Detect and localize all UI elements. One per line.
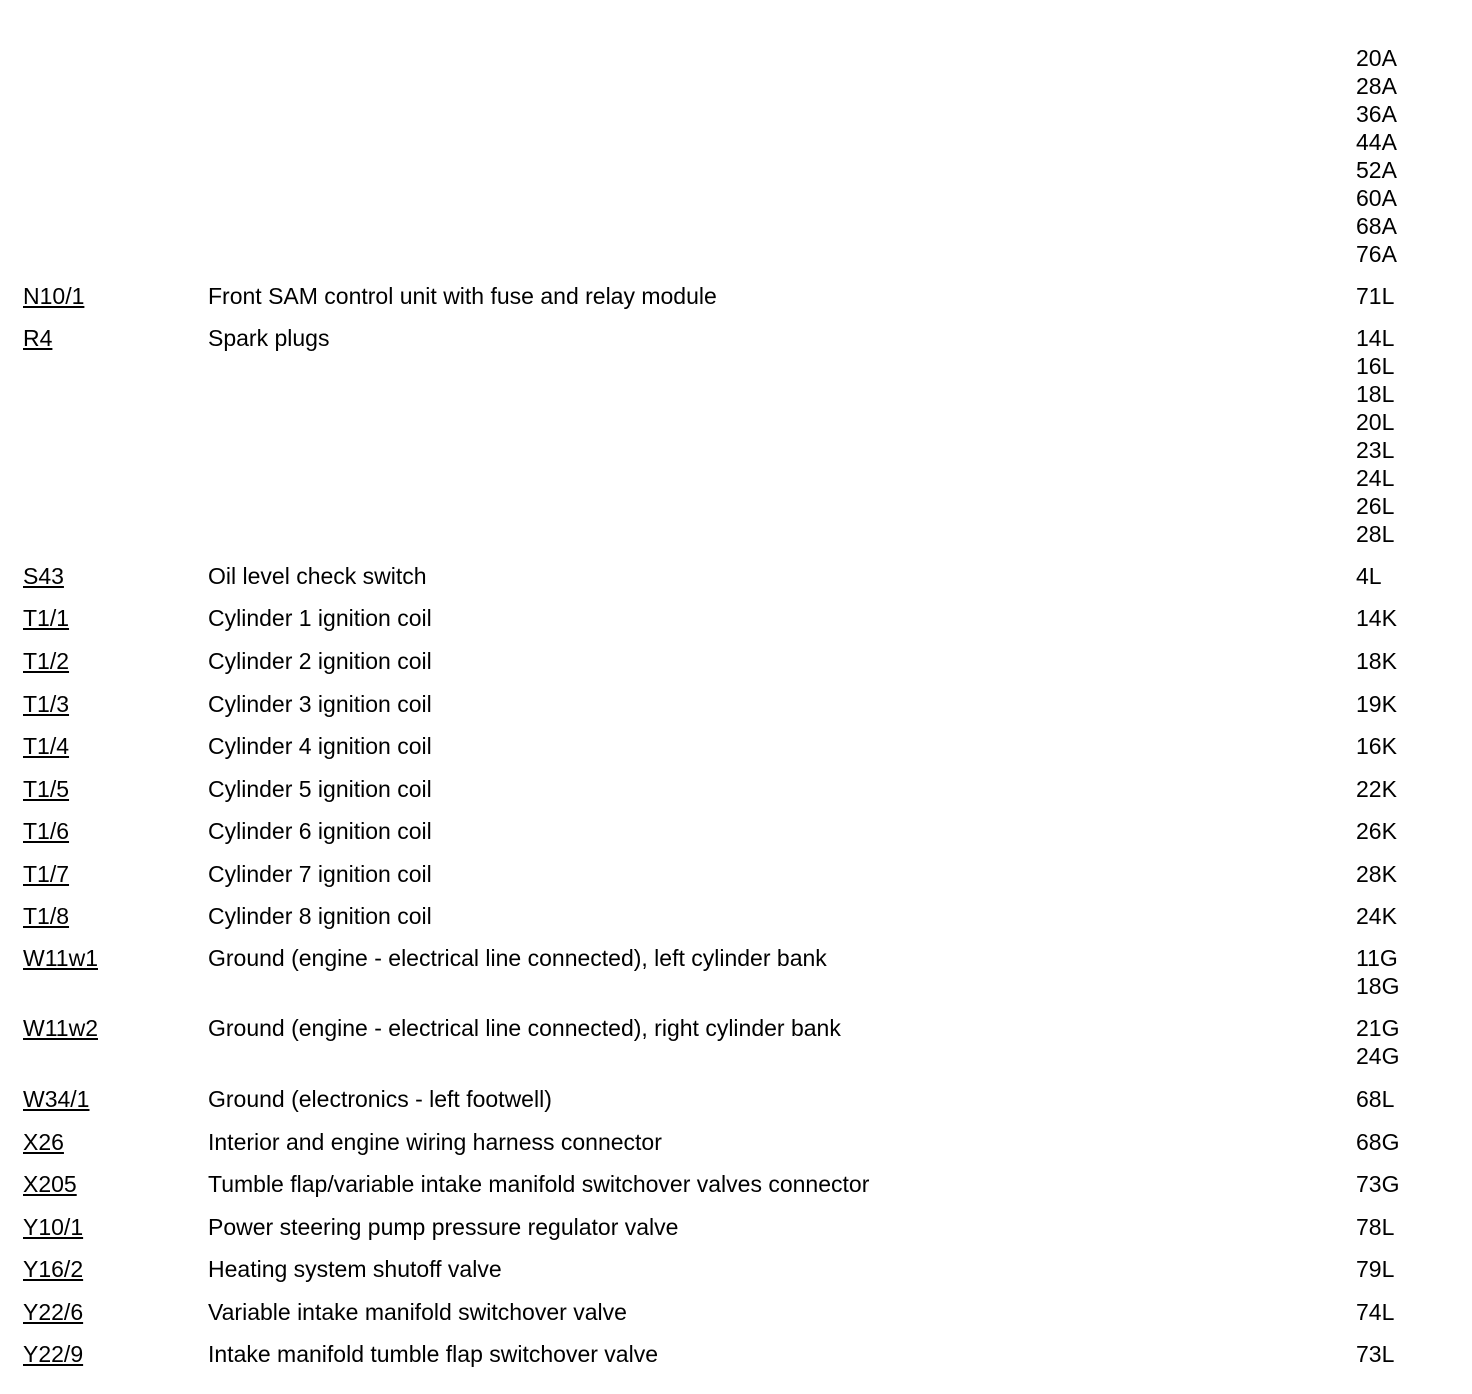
component-description: Oil level check switch <box>208 563 427 589</box>
grid-ref: 78L <box>1356 1214 1395 1240</box>
grid-ref-list <box>1356 690 1466 718</box>
grid-ref-list <box>1356 562 1466 590</box>
grid-ref-list <box>1356 860 1466 888</box>
grid-ref: 14K <box>1356 605 1397 631</box>
grid-ref: 4L <box>1356 563 1382 589</box>
component-description: Cylinder 8 ignition coil <box>208 903 432 929</box>
grid-ref-list <box>1356 324 1466 548</box>
grid-ref-list <box>1356 1340 1466 1368</box>
grid-ref-list <box>1356 944 1466 1000</box>
grid-ref: 28L <box>1356 521 1395 547</box>
component-description: Ground (engine - electrical line connected), right cylinder bank <box>208 1015 841 1041</box>
grid-ref: 52A <box>1356 157 1397 183</box>
grid-ref: 22K <box>1356 776 1397 802</box>
component-description: Cylinder 4 ignition coil <box>208 733 432 759</box>
component-description: Tumble flap/variable intake manifold switchover valves connector <box>208 1171 870 1197</box>
grid-ref: 21G <box>1356 1015 1400 1041</box>
component-description: Power steering pump pressure regulator valve <box>208 1214 679 1240</box>
component-description: Cylinder 6 ignition coil <box>208 818 432 844</box>
grid-ref: 24G <box>1356 1043 1400 1069</box>
grid-ref: 24K <box>1356 903 1397 929</box>
component-code-link[interactable]: X26 <box>23 1129 64 1155</box>
component-description: Intake manifold tumble flap switchover valve <box>208 1341 658 1367</box>
grid-ref: 19K <box>1356 691 1397 717</box>
grid-ref: 14L <box>1356 325 1395 351</box>
grid-ref-list <box>1356 732 1466 760</box>
component-code-link[interactable]: X205 <box>23 1171 77 1197</box>
component-description: Cylinder 2 ignition coil <box>208 648 432 674</box>
component-description: Heating system shutoff valve <box>208 1256 502 1282</box>
component-code-link[interactable]: T1/8 <box>23 903 70 929</box>
grid-ref: 28A <box>1356 73 1397 99</box>
component-description: Cylinder 5 ignition coil <box>208 776 432 802</box>
component-description: Spark plugs <box>208 325 330 351</box>
grid-ref: 18K <box>1356 648 1397 674</box>
grid-ref: 28K <box>1356 861 1397 887</box>
grid-ref: 74L <box>1356 1299 1395 1325</box>
grid-ref: 79L <box>1356 1256 1395 1282</box>
component-code-link[interactable]: T1/2 <box>23 648 70 674</box>
component-code-link[interactable]: W11w1 <box>23 945 98 971</box>
component-code-link[interactable]: W11w2 <box>23 1015 98 1041</box>
component-code-link[interactable]: T1/7 <box>23 861 70 887</box>
component-code-link[interactable]: W34/1 <box>23 1086 90 1112</box>
grid-ref-list <box>1356 1213 1466 1241</box>
grid-ref-list <box>1356 1255 1466 1283</box>
grid-ref: 23L <box>1356 437 1395 463</box>
grid-ref: 26L <box>1356 493 1395 519</box>
grid-ref: 68L <box>1356 1086 1395 1112</box>
grid-ref: 18G <box>1356 973 1400 999</box>
grid-ref: 26K <box>1356 818 1397 844</box>
grid-ref-list <box>1356 647 1466 675</box>
component-description: Ground (engine - electrical line connected), left cylinder bank <box>208 945 827 971</box>
component-description: Ground (electronics - left footwell) <box>208 1086 552 1112</box>
component-description: Variable intake manifold switchover valve <box>208 1299 627 1325</box>
continued-grid-list <box>1356 44 1466 268</box>
component-code-link[interactable]: Y22/6 <box>23 1299 84 1325</box>
grid-ref: 44A <box>1356 129 1397 155</box>
grid-ref: 20A <box>1356 45 1397 71</box>
component-code-link[interactable]: Y16/2 <box>23 1256 84 1282</box>
component-code-link[interactable]: T1/1 <box>23 605 70 631</box>
grid-ref: 11G <box>1356 945 1398 971</box>
grid-ref-list <box>1356 1128 1466 1156</box>
grid-ref: 71L <box>1356 283 1395 309</box>
grid-ref: 20L <box>1356 409 1395 435</box>
grid-ref-list <box>1356 604 1466 632</box>
component-code-link[interactable]: T1/3 <box>23 691 70 717</box>
component-code-link[interactable]: T1/5 <box>23 776 70 802</box>
grid-ref: 36A <box>1356 101 1397 127</box>
component-code-link[interactable]: S43 <box>23 563 64 589</box>
grid-ref: 73L <box>1356 1341 1395 1367</box>
grid-ref: 18L <box>1356 381 1395 407</box>
grid-ref: 73G <box>1356 1171 1400 1197</box>
grid-ref-list <box>1356 282 1466 310</box>
grid-ref-list <box>1356 817 1466 845</box>
component-description: Cylinder 3 ignition coil <box>208 691 432 717</box>
component-description: Cylinder 1 ignition coil <box>208 605 432 631</box>
grid-ref: 60A <box>1356 185 1397 211</box>
grid-ref: 68A <box>1356 213 1397 239</box>
grid-ref-list <box>1356 1014 1466 1070</box>
grid-ref: 68G <box>1356 1129 1400 1155</box>
component-code-link[interactable]: T1/4 <box>23 733 70 759</box>
grid-ref-list <box>1356 1085 1466 1113</box>
grid-ref-list <box>1356 1170 1466 1198</box>
grid-ref-list <box>1356 902 1466 930</box>
component-code-link[interactable]: Y10/1 <box>23 1214 84 1240</box>
component-description: Interior and engine wiring harness connector <box>208 1129 662 1155</box>
grid-ref: 16K <box>1356 733 1397 759</box>
component-description: Cylinder 7 ignition coil <box>208 861 432 887</box>
grid-ref-list <box>1356 1298 1466 1326</box>
component-code-link[interactable]: Y22/9 <box>23 1341 84 1367</box>
grid-ref-list <box>1356 775 1466 803</box>
component-code-link[interactable]: R4 <box>23 325 53 351</box>
grid-ref: 16L <box>1356 353 1395 379</box>
component-description: Front SAM control unit with fuse and relay module <box>208 283 717 309</box>
grid-ref: 24L <box>1356 465 1395 491</box>
grid-ref: 76A <box>1356 241 1397 267</box>
component-code-link[interactable]: N10/1 <box>23 283 85 309</box>
component-code-link[interactable]: T1/6 <box>23 818 70 844</box>
